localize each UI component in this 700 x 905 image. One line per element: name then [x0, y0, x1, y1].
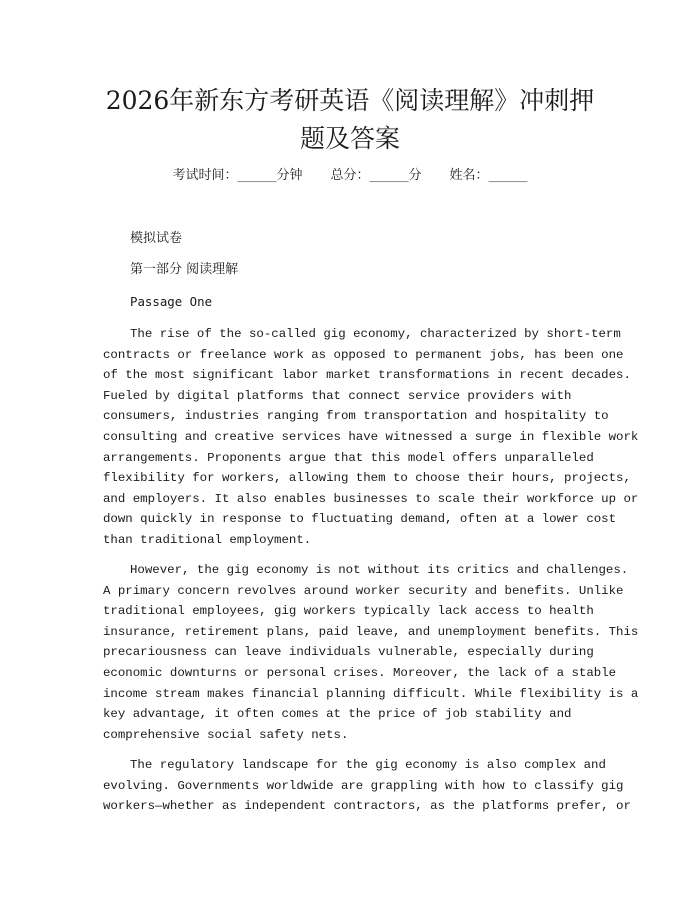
paragraph-line: income stream makes financial planning difficult. While flexibility is a [103, 686, 639, 701]
paragraph-line: consulting and creative services have witnessed a surge in flexible work [103, 429, 639, 444]
paragraph-line: contracts or freelance work as opposed to permanent jobs, has been one [103, 347, 624, 362]
paragraph-line: The rise of the so-called gig economy, characterized by short-term [130, 327, 621, 341]
title-line-1: 2026年新东方考研英语《阅读理解》冲刺押 [105, 86, 595, 115]
paragraph-line: and employers. It also enables businesses to scale their workforce up or [103, 491, 639, 506]
total-score-label: 总分：______分 [330, 168, 422, 183]
exam-info-line [0, 166, 700, 186]
paragraph-line: precariousness can leave individuals vulnerable, especially during [103, 645, 594, 660]
paragraph-line: comprehensive social safety nets. [103, 727, 349, 742]
name-label: 姓名：______ [449, 168, 528, 183]
paragraph-line: A primary concern revolves around worker security and benefits. Unlike [103, 583, 624, 598]
paragraph-line: of the most significant labor market transformations in recent decades. [103, 368, 631, 383]
paragraph-line: Fueled by digital platforms that connect service providers with [103, 388, 572, 403]
paragraph-line: evolving. Governments worldwide are grappling with how to classify gig [103, 778, 624, 793]
paragraph-line: However, the gig economy is not without its critics and challenges. [130, 563, 629, 577]
paragraph-1 [103, 324, 639, 551]
section-label: 模拟试卷 [130, 231, 183, 246]
paragraph-line: than traditional employment. [103, 532, 312, 547]
title-line-2: 题及答案 [299, 124, 400, 153]
paragraph-line: consumers, industries ranging from transportation and hospitality to [103, 409, 609, 424]
paragraph-3 [103, 755, 631, 817]
exam-time-label: 考试时间：______分钟 [172, 168, 303, 183]
paragraph-line: down quickly in response to fluctuating demand, often at a lower cost [103, 512, 617, 527]
paragraph-line: key advantage, it often comes at the price of job stability and [103, 707, 572, 722]
paragraph-line: economic downturns or personal crises. Moreover, the lack of a stable [103, 665, 617, 680]
paragraph-line: The regulatory landscape for the gig economy is also complex and [130, 758, 606, 772]
paragraph-line: insurance, retirement plans, paid leave, and unemployment benefits. This [103, 624, 639, 639]
paragraph-line: arrangements. Proponents argue that this model offers unparalleled [103, 450, 594, 465]
paragraph-line: workers—whether as independent contractors, as the platforms prefer, or [103, 799, 631, 814]
part-heading: 第一部分 阅读理解 [130, 262, 239, 277]
paragraph-line: flexibility for workers, allowing them to choose their hours, projects, [103, 471, 631, 486]
document-title [90, 82, 610, 158]
paragraph-2 [103, 560, 639, 745]
paragraph-line: traditional employees, gig workers typically lack access to health [103, 604, 594, 619]
passage-label: Passage One [130, 294, 213, 309]
